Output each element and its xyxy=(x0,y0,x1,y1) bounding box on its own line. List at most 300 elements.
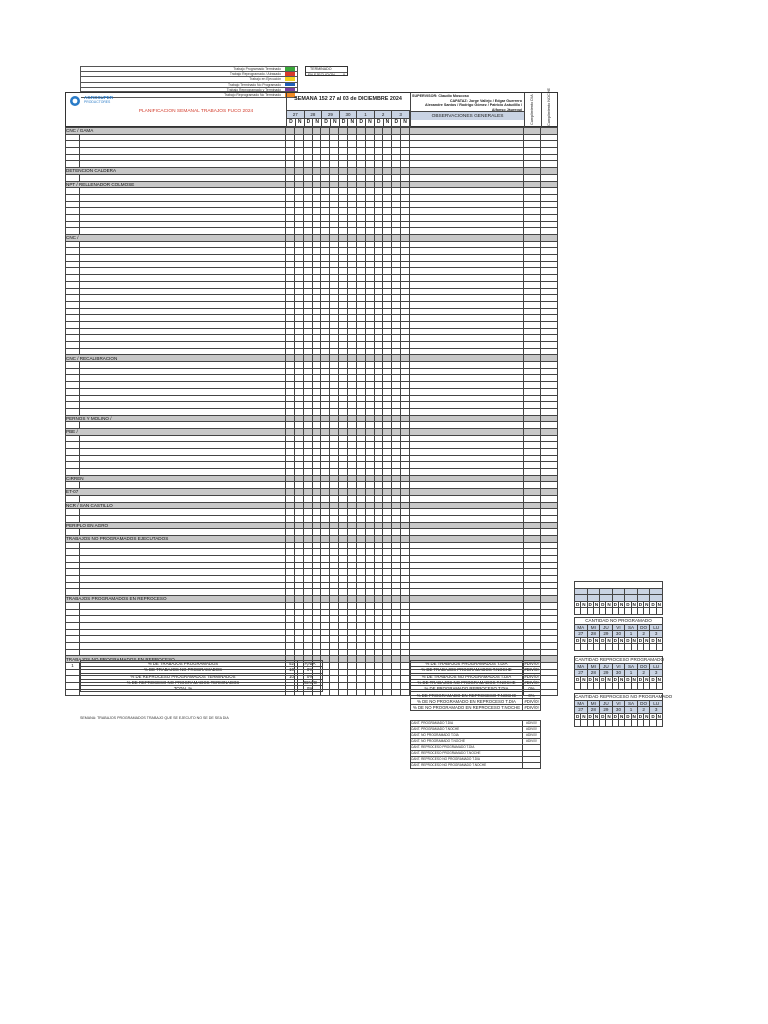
grid-cell[interactable] xyxy=(401,375,410,382)
grid-cell[interactable] xyxy=(312,221,321,228)
grid-cell[interactable] xyxy=(356,188,365,195)
grid-cell[interactable] xyxy=(294,221,303,228)
grid-cell[interactable] xyxy=(286,161,295,168)
grid-cell[interactable] xyxy=(294,495,303,502)
grid-cell[interactable] xyxy=(365,335,374,342)
grid-cell[interactable] xyxy=(339,154,348,161)
grid-cell[interactable] xyxy=(339,683,348,690)
grid-cell[interactable] xyxy=(303,275,312,282)
grid-cell[interactable] xyxy=(365,181,374,188)
observation-cell[interactable] xyxy=(410,542,524,549)
observation-cell[interactable] xyxy=(410,335,524,342)
grid-cell[interactable] xyxy=(294,315,303,322)
grid-cell[interactable] xyxy=(374,556,383,563)
grid-cell[interactable] xyxy=(356,522,365,529)
cumpl-noche-cell[interactable] xyxy=(541,214,558,221)
grid-cell[interactable] xyxy=(321,208,330,215)
grid-cell[interactable] xyxy=(392,629,401,636)
grid-cell[interactable] xyxy=(392,168,401,175)
grid-cell[interactable] xyxy=(356,268,365,275)
grid-cell[interactable] xyxy=(356,683,365,690)
grid-cell[interactable] xyxy=(401,295,410,302)
cumpl-dia-cell[interactable] xyxy=(524,542,541,549)
grid-cell[interactable] xyxy=(356,362,365,369)
grid-cell[interactable] xyxy=(321,428,330,435)
grid-cell[interactable] xyxy=(541,181,558,188)
grid-cell[interactable] xyxy=(365,148,374,155)
grid-cell[interactable] xyxy=(392,689,401,696)
grid-cell[interactable] xyxy=(321,214,330,221)
grid-cell[interactable] xyxy=(348,235,357,242)
task-cell[interactable] xyxy=(80,549,286,556)
grid-cell[interactable] xyxy=(348,535,357,542)
cumpl-noche-cell[interactable] xyxy=(541,194,558,201)
grid-cell[interactable] xyxy=(312,388,321,395)
cumpl-noche-cell[interactable] xyxy=(541,174,558,181)
grid-cell[interactable] xyxy=(356,515,365,522)
grid-cell[interactable] xyxy=(348,636,357,643)
grid-cell[interactable] xyxy=(286,382,295,389)
grid-cell[interactable] xyxy=(356,482,365,489)
observation-cell[interactable] xyxy=(410,642,524,649)
grid-cell[interactable] xyxy=(365,428,374,435)
grid-cell[interactable] xyxy=(330,556,339,563)
grid-cell[interactable] xyxy=(312,141,321,148)
cumpl-dia-cell[interactable] xyxy=(524,255,541,262)
grid-cell[interactable] xyxy=(356,281,365,288)
grid-cell[interactable] xyxy=(392,535,401,542)
grid-cell[interactable] xyxy=(286,616,295,623)
grid-cell[interactable] xyxy=(348,542,357,549)
grid-cell[interactable] xyxy=(392,462,401,469)
grid-cell[interactable] xyxy=(321,228,330,235)
grid-cell[interactable] xyxy=(303,362,312,369)
grid-cell[interactable] xyxy=(383,321,392,328)
grid-cell[interactable] xyxy=(330,428,339,435)
grid-cell[interactable] xyxy=(330,362,339,369)
cumpl-dia-cell[interactable] xyxy=(524,649,541,656)
grid-cell[interactable] xyxy=(365,248,374,255)
observation-cell[interactable] xyxy=(410,482,524,489)
grid-cell[interactable] xyxy=(401,622,410,629)
observation-cell[interactable] xyxy=(410,288,524,295)
grid-cell[interactable] xyxy=(330,542,339,549)
cumpl-dia-cell[interactable] xyxy=(524,335,541,342)
grid-cell[interactable] xyxy=(374,275,383,282)
grid-cell[interactable] xyxy=(541,235,558,242)
task-cell[interactable] xyxy=(80,576,286,583)
grid-cell[interactable] xyxy=(339,161,348,168)
grid-cell[interactable] xyxy=(392,154,401,161)
grid-cell[interactable] xyxy=(356,235,365,242)
observation-cell[interactable] xyxy=(410,261,524,268)
grid-cell[interactable] xyxy=(365,576,374,583)
observation-cell[interactable] xyxy=(410,134,524,141)
grid-cell[interactable] xyxy=(356,556,365,563)
grid-cell[interactable] xyxy=(286,395,295,402)
grid-cell[interactable] xyxy=(374,395,383,402)
grid-cell[interactable] xyxy=(294,556,303,563)
grid-cell[interactable] xyxy=(401,201,410,208)
grid-cell[interactable] xyxy=(286,622,295,629)
grid-cell[interactable] xyxy=(365,342,374,349)
grid-cell[interactable] xyxy=(401,241,410,248)
grid-cell[interactable] xyxy=(312,609,321,616)
grid-cell[interactable] xyxy=(356,449,365,456)
grid-cell[interactable] xyxy=(339,642,348,649)
cumpl-dia-cell[interactable] xyxy=(524,602,541,609)
grid-cell[interactable] xyxy=(321,181,330,188)
grid-cell[interactable] xyxy=(356,569,365,576)
grid-cell[interactable] xyxy=(339,422,348,429)
cumpl-noche-cell[interactable] xyxy=(541,348,558,355)
grid-cell[interactable] xyxy=(392,656,401,663)
grid-cell[interactable] xyxy=(339,428,348,435)
grid-cell[interactable] xyxy=(339,221,348,228)
grid-cell[interactable] xyxy=(383,569,392,576)
grid-cell[interactable] xyxy=(348,683,357,690)
grid-cell[interactable] xyxy=(401,154,410,161)
cumpl-noche-cell[interactable] xyxy=(541,148,558,155)
grid-cell[interactable] xyxy=(321,268,330,275)
grid-cell[interactable] xyxy=(339,295,348,302)
grid-cell[interactable] xyxy=(321,301,330,308)
observation-cell[interactable] xyxy=(410,228,524,235)
grid-cell[interactable] xyxy=(339,241,348,248)
grid-cell[interactable] xyxy=(392,288,401,295)
task-cell[interactable] xyxy=(80,582,286,589)
grid-cell[interactable] xyxy=(365,475,374,482)
grid-cell[interactable] xyxy=(348,181,357,188)
grid-cell[interactable] xyxy=(356,255,365,262)
grid-cell[interactable] xyxy=(365,268,374,275)
task-cell[interactable] xyxy=(80,261,286,268)
grid-cell[interactable] xyxy=(286,321,295,328)
grid-cell[interactable] xyxy=(294,308,303,315)
cumpl-noche-cell[interactable] xyxy=(541,228,558,235)
grid-cell[interactable] xyxy=(524,128,541,135)
grid-cell[interactable] xyxy=(365,321,374,328)
task-cell[interactable] xyxy=(80,649,286,656)
cumpl-noche-cell[interactable] xyxy=(541,629,558,636)
grid-cell[interactable] xyxy=(348,355,357,362)
grid-cell[interactable] xyxy=(286,201,295,208)
grid-cell[interactable] xyxy=(330,181,339,188)
grid-cell[interactable] xyxy=(330,402,339,409)
grid-cell[interactable] xyxy=(356,154,365,161)
grid-cell[interactable] xyxy=(365,549,374,556)
grid-cell[interactable] xyxy=(294,428,303,435)
grid-cell[interactable] xyxy=(330,529,339,536)
grid-cell[interactable] xyxy=(365,589,374,596)
grid-cell[interactable] xyxy=(356,415,365,422)
grid-cell[interactable] xyxy=(356,174,365,181)
observation-cell[interactable] xyxy=(410,395,524,402)
grid-cell[interactable] xyxy=(365,562,374,569)
grid-cell[interactable] xyxy=(383,469,392,476)
grid-cell[interactable] xyxy=(294,576,303,583)
task-cell[interactable] xyxy=(80,642,286,649)
cumpl-dia-cell[interactable] xyxy=(524,194,541,201)
grid-cell[interactable] xyxy=(383,475,392,482)
grid-cell[interactable] xyxy=(303,235,312,242)
grid-cell[interactable] xyxy=(392,321,401,328)
grid-cell[interactable] xyxy=(392,495,401,502)
grid-cell[interactable] xyxy=(286,489,295,496)
grid-cell[interactable] xyxy=(383,515,392,522)
grid-cell[interactable] xyxy=(339,435,348,442)
grid-cell[interactable] xyxy=(339,248,348,255)
grid-cell[interactable] xyxy=(383,335,392,342)
cumpl-dia-cell[interactable] xyxy=(524,388,541,395)
grid-cell[interactable] xyxy=(401,328,410,335)
grid-cell[interactable] xyxy=(356,382,365,389)
grid-cell[interactable] xyxy=(392,522,401,529)
observation-cell[interactable] xyxy=(410,201,524,208)
grid-cell[interactable] xyxy=(330,255,339,262)
grid-cell[interactable] xyxy=(401,669,410,676)
observation-cell[interactable] xyxy=(410,328,524,335)
grid-cell[interactable] xyxy=(383,148,392,155)
observation-cell[interactable] xyxy=(410,629,524,636)
grid-cell[interactable] xyxy=(330,509,339,516)
grid-cell[interactable] xyxy=(321,281,330,288)
grid-cell[interactable] xyxy=(374,515,383,522)
grid-cell[interactable] xyxy=(286,288,295,295)
cumpl-noche-cell[interactable] xyxy=(541,589,558,596)
grid-cell[interactable] xyxy=(383,683,392,690)
cumpl-dia-cell[interactable] xyxy=(524,248,541,255)
observation-cell[interactable] xyxy=(410,602,524,609)
grid-cell[interactable] xyxy=(321,408,330,415)
grid-cell[interactable] xyxy=(321,148,330,155)
cumpl-dia-cell[interactable] xyxy=(524,308,541,315)
grid-cell[interactable] xyxy=(330,642,339,649)
observation-cell[interactable] xyxy=(410,188,524,195)
grid-cell[interactable] xyxy=(365,502,374,509)
grid-cell[interactable] xyxy=(303,408,312,415)
grid-cell[interactable] xyxy=(312,201,321,208)
grid-cell[interactable] xyxy=(348,649,357,656)
cumpl-noche-cell[interactable] xyxy=(541,455,558,462)
grid-cell[interactable] xyxy=(294,442,303,449)
grid-cell[interactable] xyxy=(392,235,401,242)
observation-cell[interactable] xyxy=(410,148,524,155)
observation-cell[interactable] xyxy=(410,449,524,456)
grid-cell[interactable] xyxy=(383,355,392,362)
grid-cell[interactable] xyxy=(294,395,303,402)
grid-cell[interactable] xyxy=(383,408,392,415)
grid-cell[interactable] xyxy=(321,616,330,623)
grid-cell[interactable] xyxy=(541,656,558,663)
grid-cell[interactable] xyxy=(348,676,357,683)
grid-cell[interactable] xyxy=(294,549,303,556)
grid-cell[interactable] xyxy=(348,562,357,569)
grid-cell[interactable] xyxy=(321,495,330,502)
grid-cell[interactable] xyxy=(365,556,374,563)
grid-cell[interactable] xyxy=(392,342,401,349)
grid-cell[interactable] xyxy=(303,495,312,502)
grid-cell[interactable] xyxy=(374,475,383,482)
grid-cell[interactable] xyxy=(383,395,392,402)
grid-cell[interactable] xyxy=(312,535,321,542)
grid-cell[interactable] xyxy=(356,348,365,355)
grid-cell[interactable] xyxy=(321,241,330,248)
grid-cell[interactable] xyxy=(401,596,410,603)
cumpl-dia-cell[interactable] xyxy=(524,134,541,141)
grid-cell[interactable] xyxy=(365,582,374,589)
grid-cell[interactable] xyxy=(374,469,383,476)
grid-cell[interactable] xyxy=(286,194,295,201)
grid-cell[interactable] xyxy=(303,569,312,576)
grid-cell[interactable] xyxy=(383,301,392,308)
grid-cell[interactable] xyxy=(383,261,392,268)
cumpl-noche-cell[interactable] xyxy=(541,248,558,255)
grid-cell[interactable] xyxy=(383,221,392,228)
grid-cell[interactable] xyxy=(356,228,365,235)
grid-cell[interactable] xyxy=(312,241,321,248)
grid-cell[interactable] xyxy=(294,589,303,596)
grid-cell[interactable] xyxy=(294,469,303,476)
observation-cell[interactable] xyxy=(410,308,524,315)
grid-cell[interactable] xyxy=(330,201,339,208)
cumpl-noche-cell[interactable] xyxy=(541,609,558,616)
grid-cell[interactable] xyxy=(392,502,401,509)
grid-cell[interactable] xyxy=(401,261,410,268)
cumpl-dia-cell[interactable] xyxy=(524,188,541,195)
grid-cell[interactable] xyxy=(303,194,312,201)
grid-cell[interactable] xyxy=(392,576,401,583)
grid-cell[interactable] xyxy=(365,469,374,476)
grid-cell[interactable] xyxy=(383,128,392,135)
grid-cell[interactable] xyxy=(541,475,558,482)
task-cell[interactable] xyxy=(80,455,286,462)
grid-cell[interactable] xyxy=(401,321,410,328)
grid-cell[interactable] xyxy=(356,241,365,248)
grid-cell[interactable] xyxy=(330,469,339,476)
grid-cell[interactable] xyxy=(330,194,339,201)
grid-cell[interactable] xyxy=(383,208,392,215)
grid-cell[interactable] xyxy=(374,128,383,135)
cumpl-dia-cell[interactable] xyxy=(524,455,541,462)
cumpl-dia-cell[interactable] xyxy=(524,556,541,563)
grid-cell[interactable] xyxy=(286,475,295,482)
grid-cell[interactable] xyxy=(330,355,339,362)
cumpl-dia-cell[interactable] xyxy=(524,636,541,643)
grid-cell[interactable] xyxy=(365,489,374,496)
grid-cell[interactable] xyxy=(383,241,392,248)
grid-cell[interactable] xyxy=(339,629,348,636)
grid-cell[interactable] xyxy=(286,535,295,542)
cumpl-noche-cell[interactable] xyxy=(541,295,558,302)
grid-cell[interactable] xyxy=(365,602,374,609)
grid-cell[interactable] xyxy=(330,676,339,683)
grid-cell[interactable] xyxy=(383,328,392,335)
grid-cell[interactable] xyxy=(365,449,374,456)
grid-cell[interactable] xyxy=(330,348,339,355)
grid-cell[interactable] xyxy=(339,261,348,268)
cumpl-noche-cell[interactable] xyxy=(541,388,558,395)
grid-cell[interactable] xyxy=(321,582,330,589)
grid-cell[interactable] xyxy=(524,522,541,529)
grid-cell[interactable] xyxy=(286,368,295,375)
grid-cell[interactable] xyxy=(374,522,383,529)
grid-cell[interactable] xyxy=(339,208,348,215)
grid-cell[interactable] xyxy=(286,415,295,422)
grid-cell[interactable] xyxy=(294,368,303,375)
grid-cell[interactable] xyxy=(383,495,392,502)
grid-cell[interactable] xyxy=(303,562,312,569)
grid-cell[interactable] xyxy=(294,328,303,335)
grid-cell[interactable] xyxy=(294,582,303,589)
grid-cell[interactable] xyxy=(401,148,410,155)
grid-cell[interactable] xyxy=(339,275,348,282)
grid-cell[interactable] xyxy=(348,288,357,295)
grid-cell[interactable] xyxy=(303,489,312,496)
grid-cell[interactable] xyxy=(286,261,295,268)
cumpl-noche-cell[interactable] xyxy=(541,515,558,522)
grid-cell[interactable] xyxy=(294,362,303,369)
grid-cell[interactable] xyxy=(321,168,330,175)
grid-cell[interactable] xyxy=(383,382,392,389)
grid-cell[interactable] xyxy=(365,362,374,369)
grid-cell[interactable] xyxy=(365,261,374,268)
grid-cell[interactable] xyxy=(286,529,295,536)
grid-cell[interactable] xyxy=(303,576,312,583)
grid-cell[interactable] xyxy=(321,549,330,556)
grid-cell[interactable] xyxy=(356,549,365,556)
grid-cell[interactable] xyxy=(312,362,321,369)
grid-cell[interactable] xyxy=(392,402,401,409)
grid-cell[interactable] xyxy=(410,428,524,435)
grid-cell[interactable] xyxy=(392,328,401,335)
grid-cell[interactable] xyxy=(348,629,357,636)
grid-cell[interactable] xyxy=(524,235,541,242)
observation-cell[interactable] xyxy=(410,636,524,643)
grid-cell[interactable] xyxy=(321,248,330,255)
grid-cell[interactable] xyxy=(401,569,410,576)
grid-cell[interactable] xyxy=(401,422,410,429)
grid-cell[interactable] xyxy=(392,161,401,168)
grid-cell[interactable] xyxy=(294,622,303,629)
grid-cell[interactable] xyxy=(356,402,365,409)
grid-cell[interactable] xyxy=(330,188,339,195)
grid-cell[interactable] xyxy=(524,596,541,603)
grid-cell[interactable] xyxy=(321,535,330,542)
grid-cell[interactable] xyxy=(339,663,348,670)
grid-cell[interactable] xyxy=(321,596,330,603)
task-cell[interactable] xyxy=(80,342,286,349)
grid-cell[interactable] xyxy=(410,181,524,188)
grid-cell[interactable] xyxy=(374,201,383,208)
grid-cell[interactable] xyxy=(339,596,348,603)
grid-cell[interactable] xyxy=(321,415,330,422)
cumpl-noche-cell[interactable] xyxy=(541,221,558,228)
grid-cell[interactable] xyxy=(348,415,357,422)
grid-cell[interactable] xyxy=(383,642,392,649)
grid-cell[interactable] xyxy=(330,275,339,282)
cumpl-dia-cell[interactable] xyxy=(524,261,541,268)
grid-cell[interactable] xyxy=(330,154,339,161)
grid-cell[interactable] xyxy=(312,174,321,181)
grid-cell[interactable] xyxy=(286,308,295,315)
observation-cell[interactable] xyxy=(410,154,524,161)
observation-cell[interactable] xyxy=(410,562,524,569)
cumpl-noche-cell[interactable] xyxy=(541,408,558,415)
grid-cell[interactable] xyxy=(312,255,321,262)
grid-cell[interactable] xyxy=(383,509,392,516)
grid-cell[interactable] xyxy=(303,475,312,482)
